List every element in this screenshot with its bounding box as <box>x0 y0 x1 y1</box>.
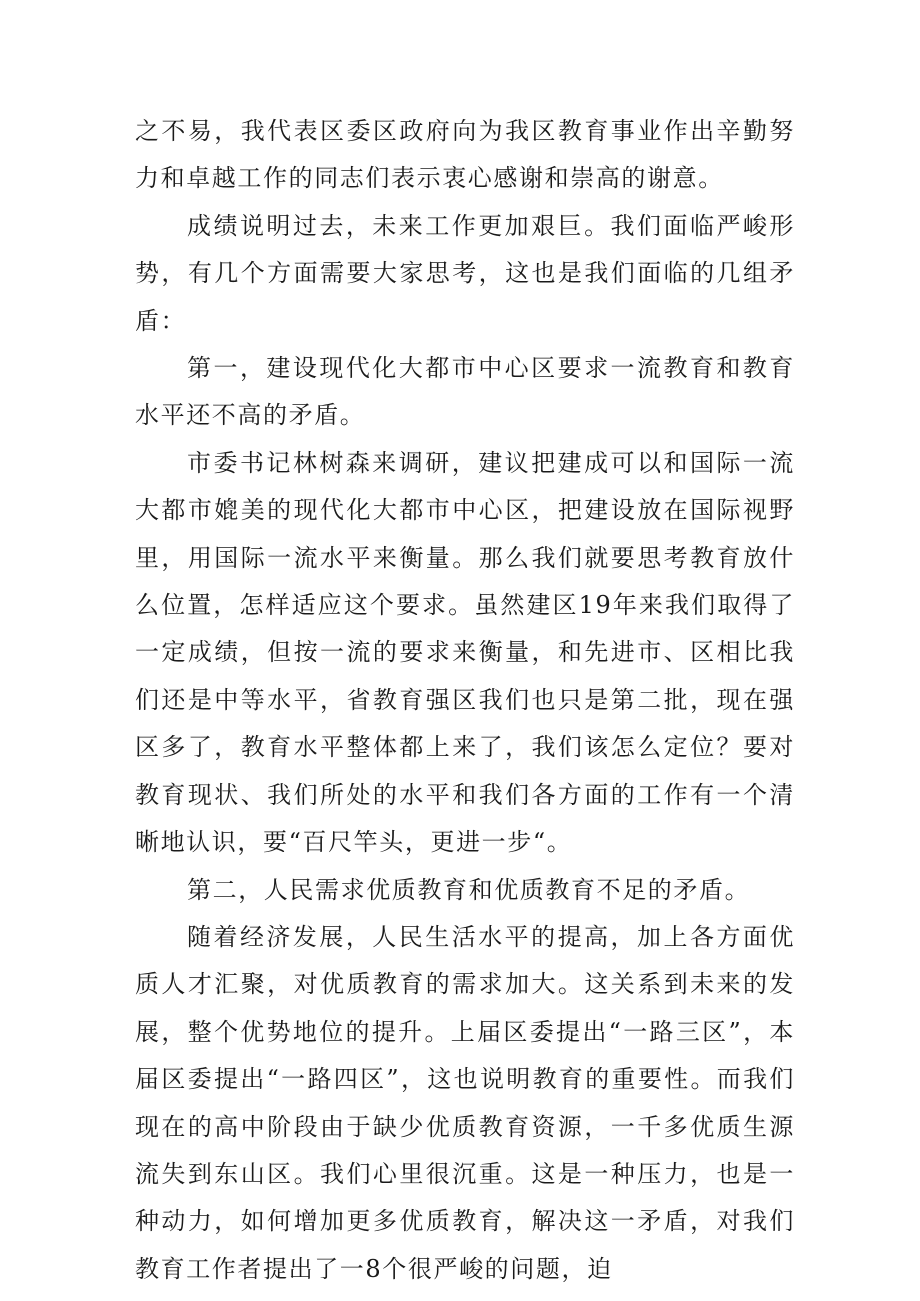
paragraph-challenges-intro: 成绩说明过去，未来工作更加艰巨。我们面临严峻形势，有几个方面需要大家思考，这也是我们面临的几组矛盾： <box>135 211 795 335</box>
paragraph-contradiction-two: 第二，人民需求优质教育和优质教育不足的矛盾。 <box>187 875 751 904</box>
paragraph-contradiction-two-detail: 随着经济发展，人民生活水平的提高，加上各方面优质人才汇聚，对优质教育的需求加大。这关系到未来的发展，整个优势地位的提升。上届区委提出“一路三区”，本届区委提出“一路四区”，这也说明教育的重要性。而我们现在的高中阶段由于缺少优质教育资源，一千多优质生源流失到东山区。我们心里很沉重。这是一种压力，也是一种动力，如何增加更多优质教育，解决这一矛盾，对我们教育工作者提出了一8个很严峻的问题，迫 <box>135 922 795 1283</box>
paragraph-continuation: 之不易，我代表区委区政府向为我区教育事业作出辛勤努力和卓越工作的同志们表示衷心感谢和崇高的谢意。 <box>135 117 795 193</box>
paragraph-contradiction-one: 第一，建设现代化大都市中心区要求一流教育和教育水平还不高的矛盾。 <box>135 354 795 430</box>
paragraph-contradiction-one-detail: 市委书记林树森来调研，建议把建成可以和国际一流大都市媲美的现代化大都市中心区，把建设放在国际视野里，用国际一流水平来衡量。那么我们就要思考教育放什么位置，怎样适应这个要求。虽然建区19年来我们取得了一定成绩，但按一流的要求来衡量，和先进市、区相比我们还是中等水平，省教育强区我们也只是第二批，现在强区多了，教育水平整体都上来了，我们该怎么定位？要对教育现状、我们所处的水平和我们各方面的工作有一个清晰地认识，要“百尺竿头，更进一步“。 <box>135 448 795 857</box>
document-body <box>135 108 795 1293</box>
